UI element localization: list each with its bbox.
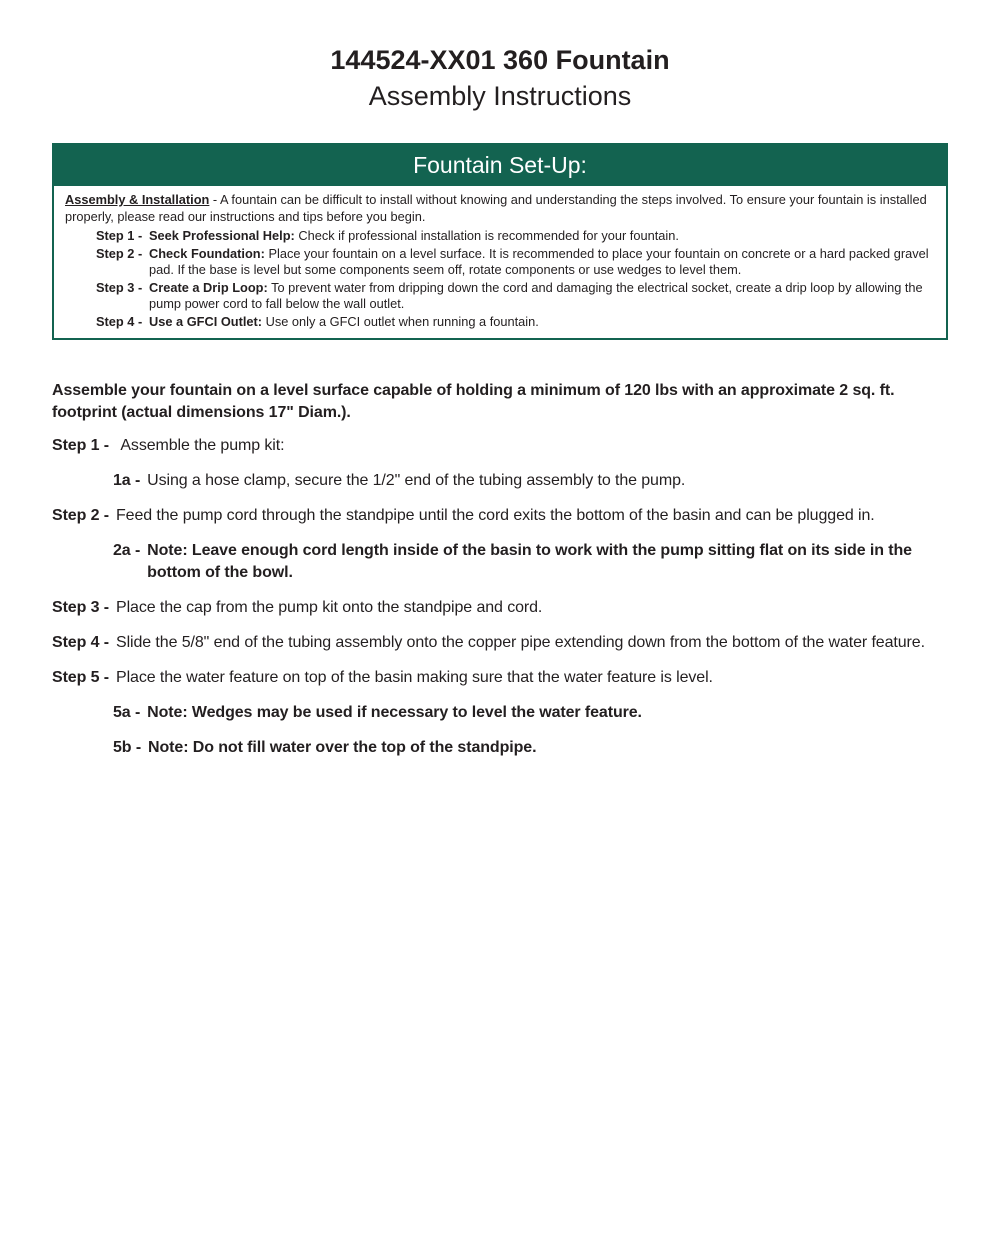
instruction-label: Step 5 -: [52, 669, 109, 686]
setup-step-label: Step 4 -: [96, 313, 143, 329]
setup-step-text: Place your fountain on a level surface. It is recommended to place your fountain on concrete or a hard packed gravel pad. If the base is level but some components seem off, rotate components or use wedges to level them.: [149, 245, 929, 277]
instruction-item: [52, 632, 948, 654]
instruction-text: Note: Leave enough cord length inside of the basin to work with the pump sitting flat on its side in the bottom of the bowl.: [147, 542, 912, 581]
instruction-text: Feed the pump cord through the standpipe until the cord exits the bottom of the basin and can be plugged in.: [116, 507, 875, 524]
instruction-text: Note: Wedges may be used if necessary to level the water feature.: [147, 704, 642, 721]
setup-step: [96, 280, 935, 313]
instruction-text: Assemble the pump kit:: [120, 437, 285, 454]
fountain-setup-box: [52, 143, 948, 340]
instruction-label: Step 2 -: [52, 507, 109, 524]
setup-step-body: [149, 280, 935, 313]
instruction-text: Place the water feature on top of the basin making sure that the water feature is level.: [116, 669, 713, 686]
instruction-text: Slide the 5/8" end of the tubing assembly onto the copper pipe extending down from the bottom of the water feature.: [116, 634, 925, 651]
instruction-item: [52, 505, 948, 527]
instruction-label: 2a -: [113, 542, 141, 559]
page-title: 144524-XX01 360 Fountain: [330, 45, 670, 75]
setup-step-body: [149, 314, 935, 331]
setup-step-label: Step 3 -: [96, 279, 143, 295]
setup-step-body: [149, 228, 935, 245]
setup-step-bold: Create a Drip Loop:: [149, 279, 268, 295]
page-subtitle: Assembly Instructions: [368, 81, 632, 111]
setup-step: [96, 246, 935, 279]
instruction-item: [52, 667, 948, 689]
instruction-label: 5a -: [113, 704, 141, 721]
instruction-label: 5b -: [113, 739, 142, 756]
setup-step-bold: Use a GFCI Outlet:: [149, 313, 263, 329]
assembly-intro: Assemble your fountain on a level surface capable of holding a minimum of 120 lbs with an approximate 2 sq. ft. footprint (actual dimensions 17" Diam.).: [52, 382, 895, 421]
instruction-text: Using a hose clamp, secure the 1/2" end of the tubing assembly to the pump.: [147, 472, 686, 489]
instruction-item: [52, 597, 948, 619]
setup-step-body: [149, 246, 935, 279]
setup-step-text: Check if professional installation is recommended for your fountain.: [298, 228, 679, 243]
setup-step-text: To prevent water from dripping down the cord and damaging the electrical socket, create a drip loop by allowing the pump power cord to fall below the wall outlet.: [149, 279, 923, 311]
setup-step: [96, 314, 935, 331]
setup-step: [96, 228, 935, 245]
instruction-label: Step 3 -: [52, 599, 109, 616]
assembly-instructions: [52, 380, 948, 759]
setup-step-bold: Check Foundation:: [149, 245, 265, 261]
instruction-item: [113, 737, 948, 759]
instruction-text: Place the cap from the pump kit onto the standpipe and cord.: [116, 599, 543, 616]
setup-intro-label: Assembly & Installation: [65, 192, 210, 207]
instruction-item: [113, 470, 948, 492]
fountain-setup-header: Fountain Set-Up:: [54, 145, 946, 186]
setup-step-bold: Seek Professional Help:: [149, 228, 295, 243]
instruction-text: Note: Do not fill water over the top of the standpipe.: [148, 739, 537, 756]
setup-steps: [65, 228, 935, 330]
setup-step-label: Step 2 -: [96, 245, 143, 261]
setup-step-text: Use only a GFCI outlet when running a fountain.: [265, 313, 539, 329]
setup-intro: [65, 192, 935, 225]
fountain-setup-body: [54, 186, 946, 338]
instruction-label: Step 1 -: [52, 437, 114, 454]
instruction-item: [113, 702, 948, 724]
instruction-label: 1a -: [113, 472, 141, 489]
instruction-item: [52, 435, 948, 457]
setup-intro-text: - A fountain can be difficult to install without knowing and understanding the steps involved. To ensure your fountain is installed properly, please read our instructions and tips before you begin.: [65, 192, 927, 224]
instruction-label: Step 4 -: [52, 634, 109, 651]
setup-step-label: Step 1 -: [96, 228, 143, 243]
instruction-item: [113, 540, 948, 584]
